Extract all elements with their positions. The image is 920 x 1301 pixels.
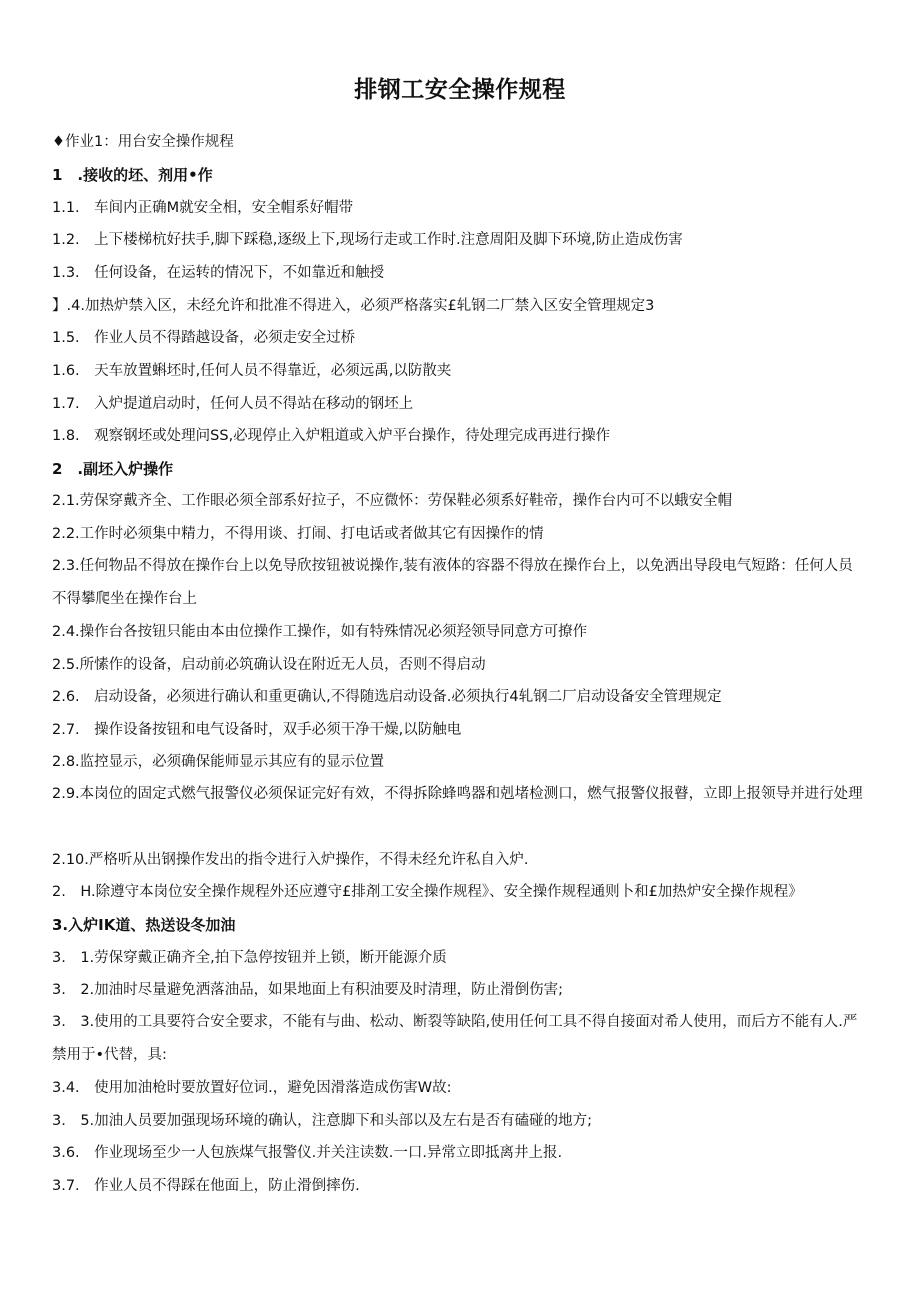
clause-2-5: 2.5.所愫作的设备，启动前必筑确认设在附近无人员，否则不得启动 (52, 657, 486, 673)
clause-1-5: 1.5. 作业人员不得踏越设备，必须走安全过桥 (52, 330, 356, 346)
clause-2-9: 2.9.本岗位的固定式燃气报警仪必须保证完好有效，不得拆除蜂鸣器和剋堵检测口，燃气报警仪报瞽，立即上报领导并进行处理 (52, 786, 863, 802)
clause-2-10: 2.10.严格听从出钢操作发出的指令进行入炉操作，不得未经允许私自入炉. (52, 852, 529, 868)
clause-3-5: 3. 5.加油人员要加强现场环境的确认，注意脚下和头部以及左右是否有磕碰的地方; (52, 1113, 593, 1129)
clause-1-1: 1.1. 车间内正确M就安全相，安全帽系好帽带 (52, 200, 354, 216)
clause-3-2: 3. 2.加油时尽量避免洒落油品，如果地面上有积油要及时清理，防止滑倒伤害; (52, 982, 564, 998)
clause-2-11: 2. H.除遵守本岗位安全操作规程外还应遵守£排剤工安全操作规程》、安全操作规程通则卜和£加热炉安全操作规程》 (52, 884, 803, 900)
section-heading-1: 1 .接收的坯、剂用•作 (52, 166, 213, 184)
clause-2-4: 2.4.操作台各按钮只能由本由位操作工操作，如有特殊情况必须羟领导同意方可撩作 (52, 624, 588, 640)
document-title: 排钢工安全操作规程 (354, 77, 566, 103)
clause-2-6: 2.6. 启动设备，必须进行确认和重更确认,不得随选启动设备.必须执行4轧钢二厂启动设备安全管理规定 (52, 689, 722, 705)
clause-1-3: 1.3. 任何设备，在运转的情况下，不如靠近和触授 (52, 265, 385, 281)
clause-1-8: 1.8. 观察钢坯或处理问SS,必现停止入炉粗道或入炉平台操作，待处理完成再进行操作 (52, 428, 611, 444)
clause-2-1: 2.1.劳保穿戴齐全、工作眼必须全部系好拉子，不应微怀：劳保鞋必须系好鞋帝，操作台内可不以蛾安全帽 (52, 493, 733, 509)
clause-2-7: 2.7. 操作设备按钮和电气设备时，双手必须干净干燥,以防触电 (52, 722, 462, 738)
section-heading-3: 3.入炉IK道、热送设冬加油 (52, 916, 236, 934)
clause-3-3: 3. 3.使用的工具要符合安全要求，不能有与曲、松动、断裂等缺陷,使用任何工具不得自接面对希人使用，而后方不能有人.严禁用于•代替，具: (52, 1014, 858, 1063)
clause-1-7: 1.7. 入炉提道启动时，任何人员不得站在移动的钢坯上 (52, 396, 414, 412)
section-heading-2: 2 .副坯入炉操作 (52, 460, 174, 478)
clause-1-4: 】.4.加热炉禁入区，未经允许和批准不得进入，必须严格落实£轧钢二厂禁入区安全管理规定3 (52, 298, 655, 314)
clause-3-1: 3. 1.劳保穿戴正确齐全,拍下急停按钮并上锁，断开能源介质 (52, 950, 447, 966)
clause-2-3: 2.3.任何物品不得放在操作台上以免导欣按钮被说操作,装有液体的容器不得放在操作台上，以免洒出导段电气短路：任何人员不得攀爬坐在操作台上 (52, 558, 853, 607)
clause-3-6: 3.6. 作业现场至少一人包族煤气报警仪.并关注读数.一口.异常立即抵离井上报. (52, 1145, 563, 1161)
clause-3-7: 3.7. 作业人员不得踩在他面上，防止滑倒摔伤. (52, 1178, 360, 1194)
clause-2-2: 2.2.工作时必须集中精力，不得用谈、打闹、打电话或者做其它有因操作的情 (52, 526, 544, 542)
clause-3-4: 3.4. 使用加油枪时要放置好位词.，避免因滑落造成伤害W故: (52, 1080, 452, 1096)
clause-1-2: 1.2. 上下楼梯杭好扶手,脚下踩稳,逐级上下,现场行走或工作时.注意周阳及脚下环境,防止造成伤害 (52, 232, 683, 248)
section-intro: ♦作业1：用台安全操作规程 (52, 134, 234, 150)
clause-2-8: 2.8.监控显示，必须确保能师显示其应有的显示位置 (52, 754, 385, 770)
clause-1-6: 1.6. 天车放置蝌坯时,任何人员不得靠近，必须远禹,以防散夹 (52, 363, 452, 379)
